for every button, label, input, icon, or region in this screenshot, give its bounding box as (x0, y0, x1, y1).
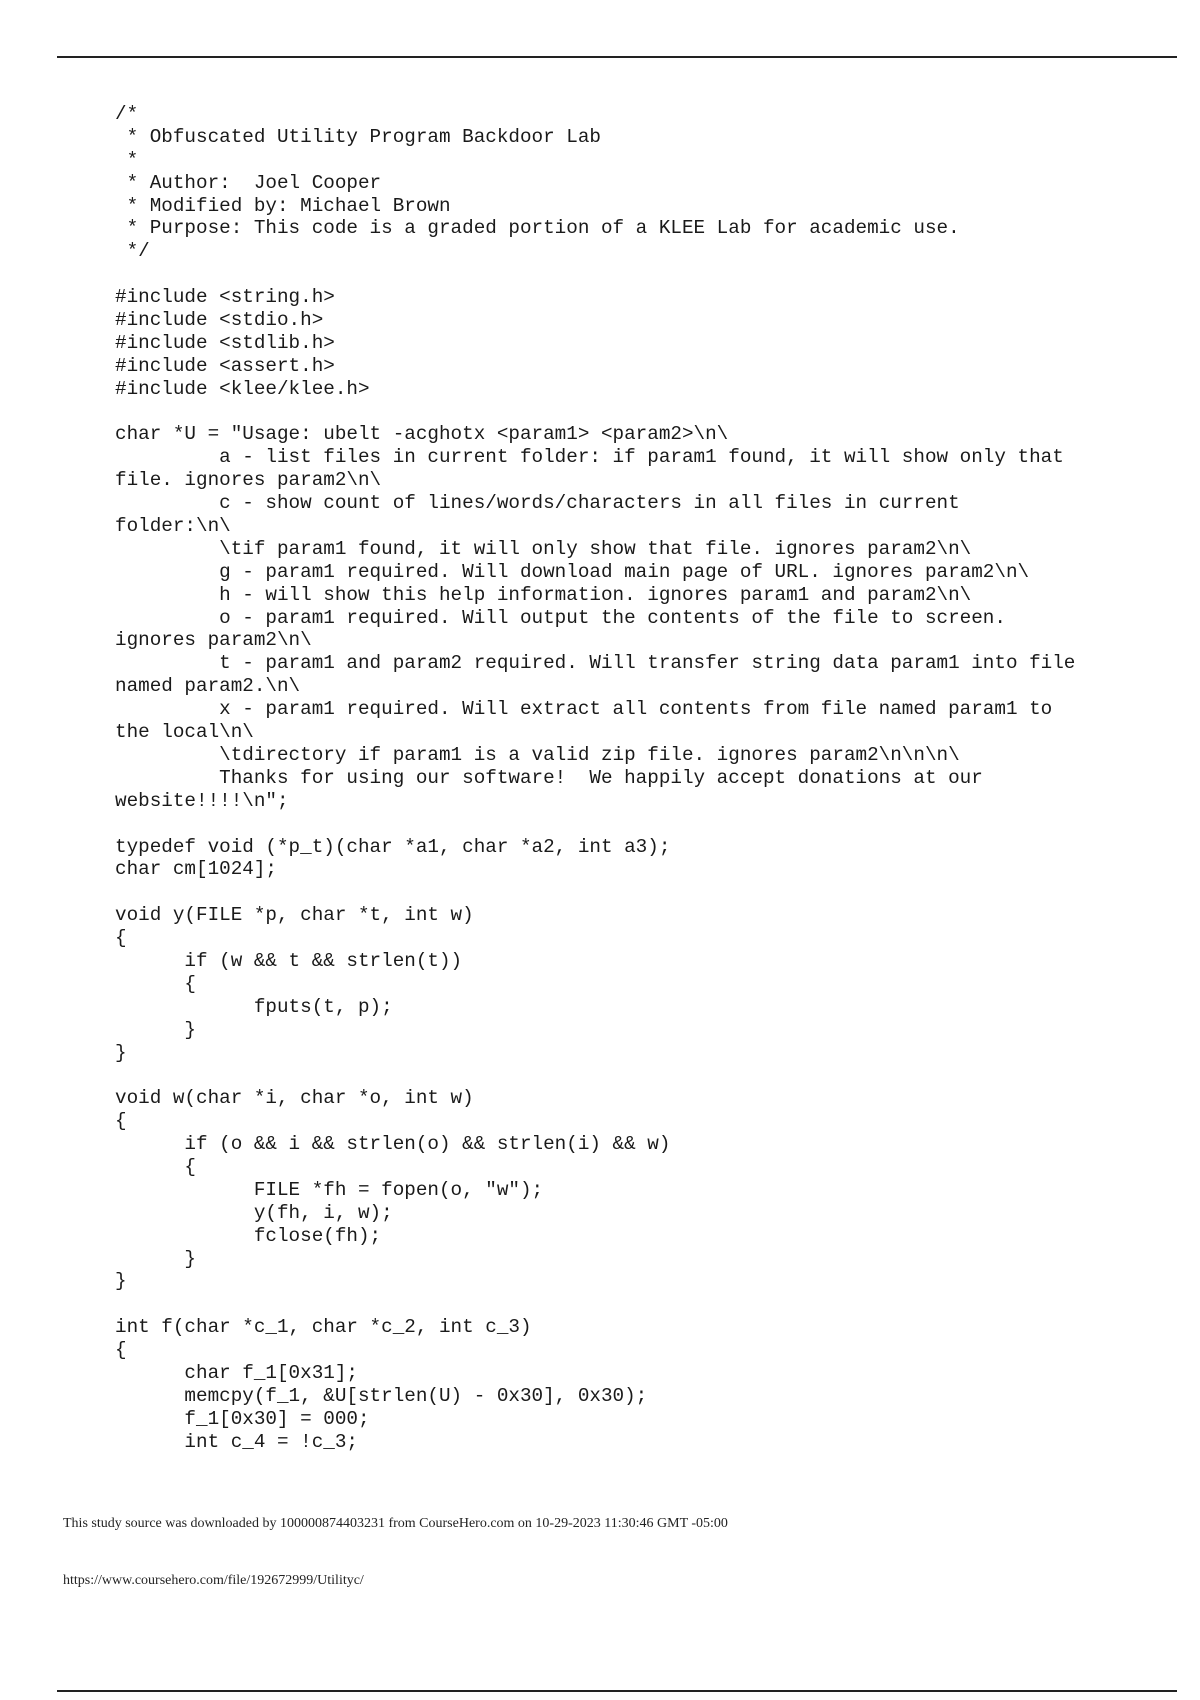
download-notice: This study source was downloaded by 100000874403231 from CourseHero.com on 10-29-2023 11:30:46 GMT -05:00 (63, 1516, 728, 1531)
code-line (115, 1293, 1175, 1316)
code-line: char f_1[0x31]; (115, 1361, 358, 1384)
code-line: \tif param1 found, it will only show that file. ignores param2\n\ (115, 537, 972, 560)
code-line: if (w && t && strlen(t)) (115, 949, 463, 972)
code-line (115, 813, 1175, 836)
bottom-rule (57, 1690, 1177, 1692)
code-line (115, 1064, 1175, 1087)
code-line: { (115, 972, 196, 995)
code-line: } (115, 1041, 127, 1064)
code-line: FILE *fh = fopen(o, "w"); (115, 1178, 544, 1201)
code-line: void w(char *i, char *o, int w) (115, 1087, 474, 1110)
code-line: g - param1 required. Will download main page of URL. ignores param2\n\ (115, 560, 1030, 583)
code-line: #include <assert.h> (115, 354, 335, 377)
code-line: { (115, 1110, 127, 1133)
code-line: { (115, 1339, 127, 1362)
code-line: the local\n\ (115, 721, 254, 744)
code-line: } (115, 1247, 196, 1270)
code-line: * Modified by: Michael Brown (115, 194, 451, 217)
code-line: c - show count of lines/words/characters in all files in current (115, 492, 960, 515)
code-line: #include <stdio.h> (115, 309, 324, 332)
code-line: h - will show this help information. ignores param1 and param2\n\ (115, 583, 972, 606)
code-line: * (115, 148, 139, 171)
code-line: char cm[1024]; (115, 858, 277, 881)
code-line: \tdirectory if param1 is a valid zip file. ignores param2\n\n\n\ (115, 743, 960, 766)
code-line: folder:\n\ (115, 515, 231, 538)
code-line: /* (115, 103, 139, 125)
code-line: fclose(fh); (115, 1224, 382, 1247)
code-line: named param2.\n\ (115, 675, 301, 698)
code-line: x - param1 required. Will extract all contents from file named param1 to (115, 698, 1053, 721)
code-line (115, 881, 1175, 904)
code-line (115, 401, 1175, 424)
code-line: file. ignores param2\n\ (115, 469, 382, 492)
code-line: void y(FILE *p, char *t, int w) (115, 904, 474, 927)
code-line: */ (115, 240, 150, 263)
code-line: a - list files in current folder: if param1 found, it will show only that (115, 446, 1064, 469)
code-line: * Author: Joel Cooper (115, 171, 382, 194)
code-line: typedef void (*p_t)(char *a1, char *a2, int a3); (115, 835, 671, 858)
code-line: f_1[0x30] = 000; (115, 1407, 370, 1430)
top-rule (57, 56, 1177, 58)
code-line: } (115, 1018, 196, 1041)
code-line: * Obfuscated Utility Program Backdoor Lab (115, 125, 601, 148)
code-line: website!!!!\n"; (115, 789, 289, 812)
code-line: { (115, 1155, 196, 1178)
code-line: } (115, 1270, 127, 1293)
code-line: memcpy(f_1, &U[strlen(U) - 0x30], 0x30); (115, 1384, 648, 1407)
code-line: char *U = "Usage: ubelt -acghotx <param1> <param2>\n\ (115, 423, 729, 446)
code-line (115, 263, 1175, 286)
code-line: int f(char *c_1, char *c_2, int c_3) (115, 1316, 532, 1339)
code-line: y(fh, i, w); (115, 1201, 393, 1224)
source-url: https://www.coursehero.com/file/192672999/Utilityc/ (63, 1573, 364, 1588)
code-line: t - param1 and param2 required. Will transfer string data param1 into file (115, 652, 1076, 675)
code-line: if (o && i && strlen(o) && strlen(i) && w) (115, 1133, 671, 1156)
code-line: ignores param2\n\ (115, 629, 312, 652)
code-line: * Purpose: This code is a graded portion of a KLEE Lab for academic use. (115, 217, 960, 240)
code-line: Thanks for using our software! We happily accept donations at our (115, 766, 983, 789)
code-line: #include <string.h> (115, 286, 335, 309)
code-line: fputs(t, p); (115, 995, 393, 1018)
code-line: { (115, 927, 127, 950)
code-line: #include <stdlib.h> (115, 331, 335, 354)
code-line: o - param1 required. Will output the contents of the file to screen. (115, 606, 1006, 629)
code-line: int c_4 = !c_3; (115, 1430, 358, 1453)
code-line: #include <klee/klee.h> (115, 377, 370, 400)
code-listing (115, 103, 1175, 1454)
